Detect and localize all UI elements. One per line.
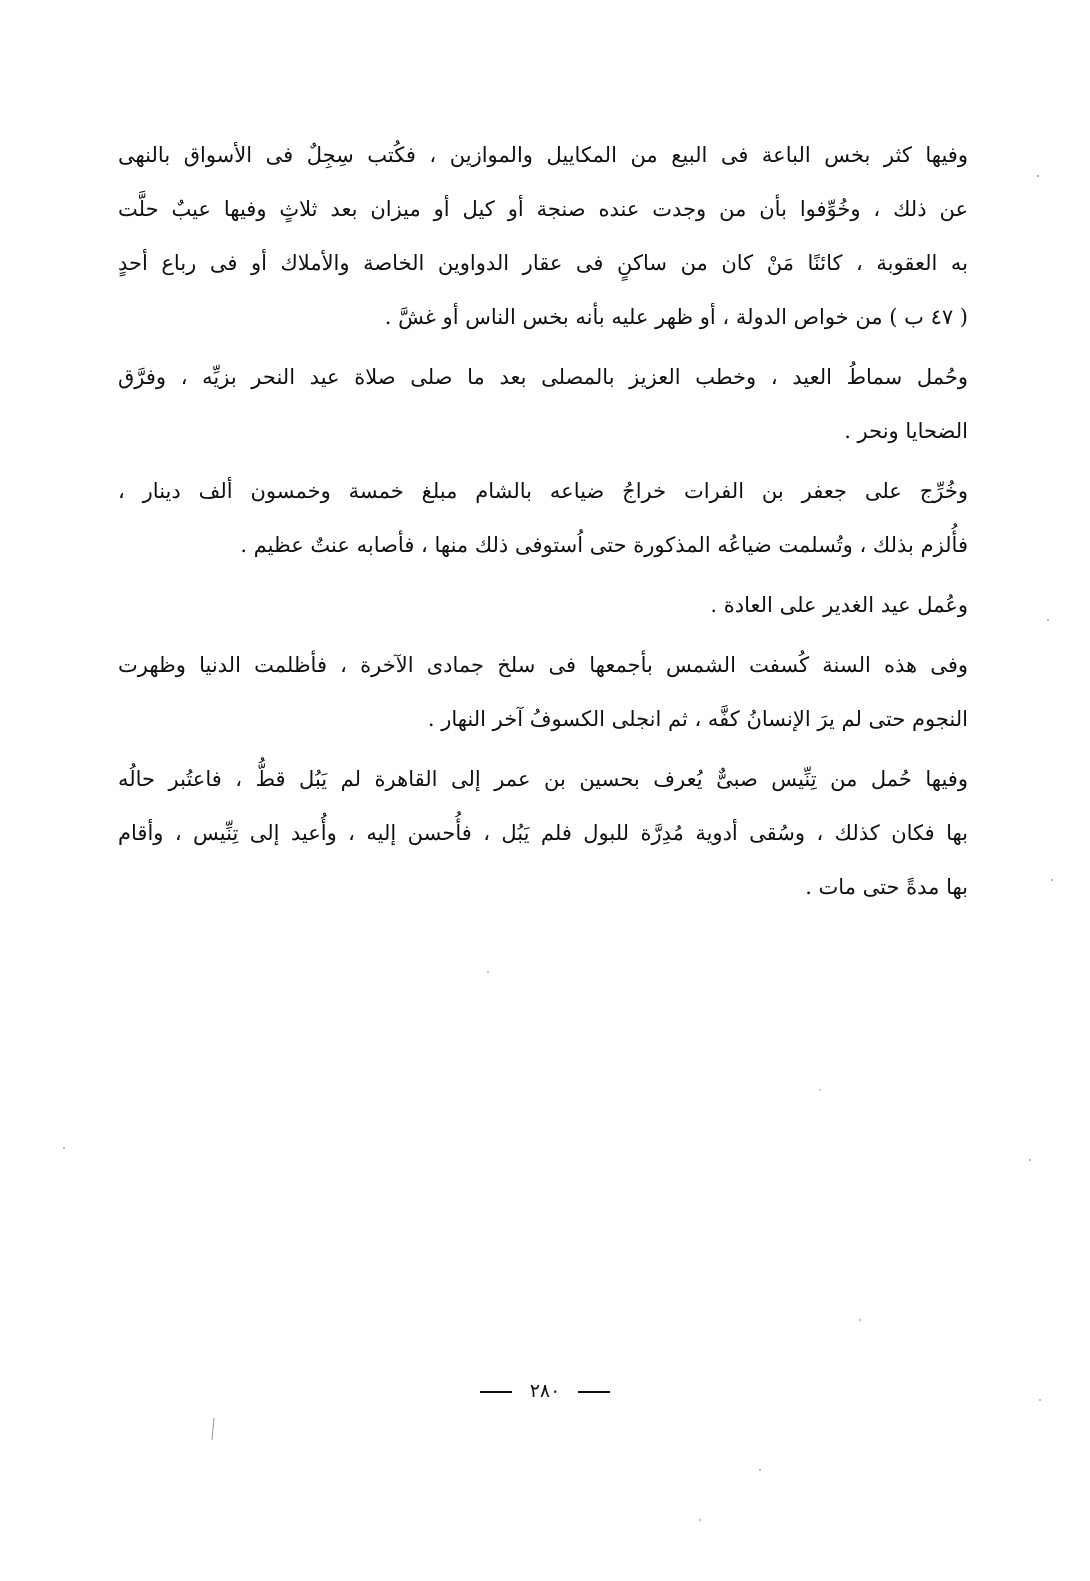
- text-line: بها فكان كذلك ، وسُقى أدوية مُدِرَّة للبول فلم يَبُل ، فأُحسن إليه ، وأُعيد إلى تِنِّيس ، وأقام: [118, 821, 968, 845]
- text-line: الضحايا ونحر .: [844, 419, 968, 443]
- text-line: بها مدةً حتى مات .: [805, 875, 968, 899]
- paragraph-weights-measures: [118, 128, 968, 344]
- folio-dash-left: [480, 1391, 512, 1393]
- page-number-footer: [0, 1380, 1090, 1402]
- text-line: وعُمل عيد الغدير على العادة .: [710, 593, 968, 617]
- text-line: وحُمل سماطُ العيد ، وخطب العزيز بالمصلى بعد ما صلى صلاة عيد النحر بزيِّه ، وفرَّق: [118, 365, 968, 389]
- paragraph-eid-sermon: [118, 350, 968, 458]
- paragraph-eclipse: [118, 638, 968, 746]
- text-line: ( ٤٧ ب ) من خواص الدولة ، أو ظهر عليه بأنه بخس الناس أو غشَّ .: [384, 305, 968, 329]
- text-line: وفيها كثر بخس الباعة فى البيع من المكاييل والموازين ، فكُتب سِجِلٌ فى الأسواق بالنهى: [118, 143, 968, 167]
- text-line: وخُرِّج على جعفر بن الفرات خراجُ ضياعه بالشام مبلغ خمسة وخمسون ألف دينار ،: [118, 479, 968, 503]
- paragraph-tinnis-boy: [118, 752, 968, 914]
- text-line: وفى هذه السنة كُسفت الشمس بأجمعها فى سلخ جمادى الآخرة ، فأظلمت الدنيا وظهرت: [118, 653, 968, 677]
- body-text: [118, 128, 968, 920]
- page-number: ٢٨٠: [529, 1380, 561, 1402]
- text-line: عن ذلك ، وخُوِّفوا بأن من وجدت عنده صنجة أو كيل أو ميزان بعد ثلاثٍ وفيها عيبٌ حلَّت: [118, 197, 968, 221]
- text-line: وفيها حُمل من تِنِّيس صبىٌّ يُعرف بحسين بن عمر إلى القاهرة لم يَبُل قطُّ ، فاعتُبر حالُه: [118, 767, 968, 791]
- text-line: النجوم حتى لم يرَ الإنسانُ كفَّه ، ثم انجلى الكسوفُ آخر النهار .: [427, 707, 968, 731]
- folio-dash-right: [578, 1391, 610, 1393]
- text-line: فأُلزم بذلك ، وتُسلمت ضياعُه المذكورة حتى اُستوفى ذلك منها ، فأصابه عنتٌ عظيم .: [240, 533, 968, 557]
- paragraph-ghadir: [118, 578, 968, 632]
- text-line: به العقوبة ، كائنًا مَنْ كان من ساكنٍ فى عقار الدواوين الخاصة والأملاك أو فى رباع أحدٍ: [118, 251, 968, 275]
- paragraph-jafar-tax: [118, 464, 968, 572]
